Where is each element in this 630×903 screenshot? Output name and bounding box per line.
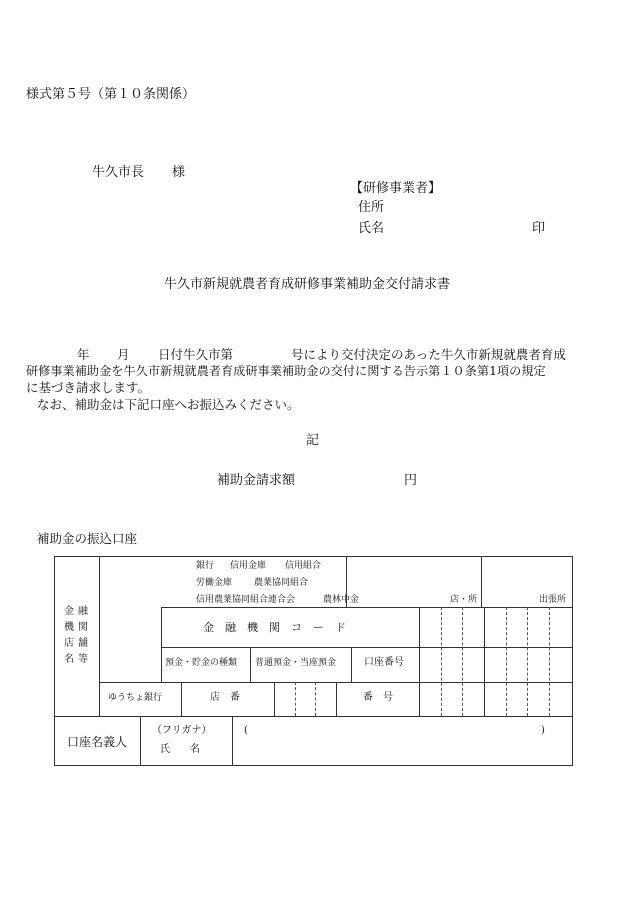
- body-date-ref: 日付牛久市第: [158, 347, 234, 362]
- body-line3: に基づき請求します。: [26, 380, 151, 395]
- body-line1-rest: 号により交付決定のあった牛久市新規就農者育成: [291, 347, 566, 362]
- addressee-name: 牛久市長: [92, 165, 145, 180]
- account-holder-label: 口座名義人: [67, 735, 128, 749]
- form-number: 様式第５号（第１０条関係）: [26, 87, 196, 102]
- bank-type-bank: 銀行: [196, 561, 215, 571]
- branch-label: 店・所: [450, 595, 478, 605]
- document-title: 牛久市新規就農者育成研修事業補助金交付請求書: [164, 277, 451, 292]
- amount-unit: 円: [404, 473, 418, 488]
- applicant-heading: 【研修事業者】: [350, 181, 442, 196]
- name-label: 氏名: [358, 221, 385, 236]
- furigana-paren-open: (: [244, 725, 248, 736]
- institution-code-label: 金 融 機 関 コ ー ド: [203, 621, 346, 634]
- yucho-label: ゆうちょ銀行: [108, 693, 163, 703]
- sub-branch-label: 出張所: [539, 595, 567, 605]
- bank-type-norinchukin: 農林中金: [323, 595, 360, 605]
- holder-name-label: 氏 名: [160, 744, 200, 755]
- account-number-label: 口座番号: [364, 657, 404, 668]
- bank-type-shinnoren: 信用農業協同組合連合会: [196, 595, 296, 605]
- institution-label-3: 店舗: [64, 638, 92, 649]
- furigana-paren-close: ): [541, 725, 545, 736]
- bank-type-shinkumi: 信用組合: [285, 561, 322, 571]
- number-label: 番 号: [363, 692, 393, 703]
- bank-type-nokyo: 農業協同組合: [254, 578, 309, 588]
- body-month: 月: [117, 347, 130, 362]
- institution-label-1: 金融: [64, 606, 92, 617]
- deposit-type-label: 預金・貯金の種類: [165, 658, 238, 668]
- bank-type-rokin: 労働金庫: [196, 578, 233, 588]
- institution-label-2: 機関: [64, 622, 92, 633]
- seal-mark: 印: [532, 221, 546, 236]
- bank-section-heading: 補助金の振込口座: [37, 531, 138, 546]
- furigana-label: （フリガナ）: [152, 725, 212, 736]
- ki-mark: 記: [306, 433, 320, 448]
- addressee-honorific: 様: [172, 165, 186, 180]
- body-line4: なお、補助金は下記口座へお振込みください。: [37, 397, 300, 412]
- store-number-label: 店 番: [210, 692, 240, 703]
- body-year: 年: [77, 347, 90, 362]
- bank-type-shinkin: 信用金庫: [230, 561, 267, 571]
- body-line2: 研修事業補助金を牛久市新規就農者育成研事業補助金の交付に関する告示第１０条第1項の規定: [26, 364, 546, 378]
- deposit-type-value: 普通預金・当座預金: [255, 658, 337, 668]
- address-label: 住所: [358, 200, 385, 215]
- amount-label: 補助金請求額: [217, 473, 296, 488]
- institution-label-4: 名等: [64, 654, 92, 665]
